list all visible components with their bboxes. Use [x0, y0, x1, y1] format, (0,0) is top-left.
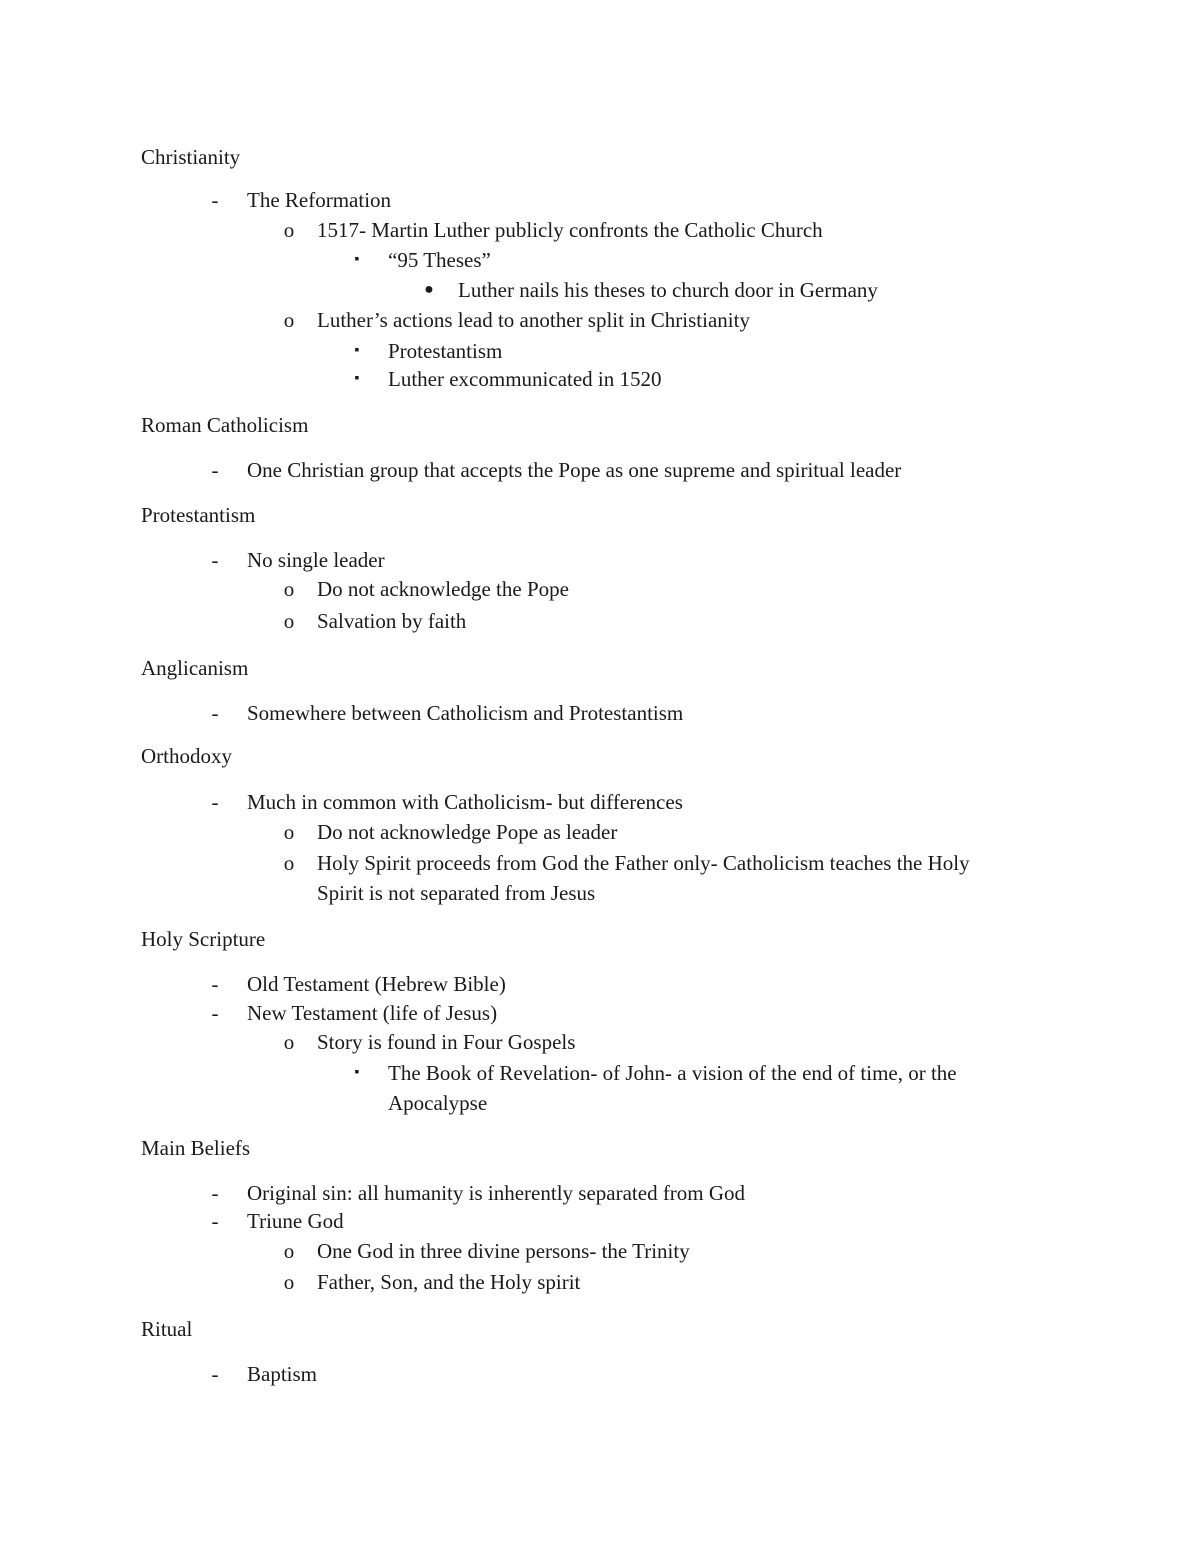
dash-marker: -: [211, 548, 219, 572]
circle-marker: o: [283, 851, 295, 875]
list-item: Old Testament (Hebrew Bible): [247, 972, 506, 996]
dash-marker: -: [211, 1362, 219, 1386]
section-heading-main-beliefs: Main Beliefs: [141, 1136, 251, 1160]
list-item: Luther excommunicated in 1520: [388, 367, 662, 391]
list-item: The Reformation: [247, 188, 392, 212]
list-item: Salvation by faith: [317, 609, 467, 633]
circle-marker: o: [283, 308, 295, 332]
square-marker: ▪: [354, 371, 360, 386]
section-heading-holy-scripture: Holy Scripture: [141, 927, 266, 951]
list-item: Original sin: all humanity is inherently separated from God: [247, 1181, 746, 1205]
square-marker: ▪: [354, 252, 360, 267]
bullet-marker: ●: [424, 281, 434, 298]
section-heading-protestantism: Protestantism: [141, 503, 256, 527]
circle-marker: o: [283, 1270, 295, 1294]
circle-marker: o: [283, 577, 295, 601]
list-item: Triune God: [247, 1209, 344, 1233]
dash-marker: -: [211, 972, 219, 996]
list-item: Much in common with Catholicism- but differences: [247, 790, 683, 814]
list-item: Protestantism: [388, 339, 503, 363]
dash-marker: -: [211, 458, 219, 482]
dash-marker: -: [211, 701, 219, 725]
dash-marker: -: [211, 1209, 219, 1233]
list-item: Holy Spirit proceeds from God the Father only- Catholicism teaches the Holy: [317, 851, 970, 875]
section-heading-anglicanism: Anglicanism: [141, 656, 249, 680]
list-item: Baptism: [247, 1362, 318, 1386]
circle-marker: o: [283, 820, 295, 844]
section-heading-orthodoxy: Orthodoxy: [141, 744, 232, 768]
list-item: Story is found in Four Gospels: [317, 1030, 576, 1054]
circle-marker: o: [283, 1030, 295, 1054]
list-item: Somewhere between Catholicism and Protestantism: [247, 701, 684, 725]
list-item: “95 Theses”: [388, 248, 491, 272]
list-item: Do not acknowledge Pope as leader: [317, 820, 618, 844]
list-item-continuation: Apocalypse: [388, 1091, 488, 1115]
section-heading-ritual: Ritual: [141, 1317, 193, 1341]
list-item: One Christian group that accepts the Pope as one supreme and spiritual leader: [247, 458, 902, 482]
square-marker: ▪: [354, 1065, 360, 1080]
dash-marker: -: [211, 1001, 219, 1025]
circle-marker: o: [283, 609, 295, 633]
circle-marker: o: [283, 218, 295, 242]
list-item: Luther’s actions lead to another split in Christianity: [317, 308, 750, 332]
list-item: Luther nails his theses to church door in Germany: [458, 278, 878, 302]
list-item: The Book of Revelation- of John- a vision of the end of time, or the: [388, 1061, 957, 1085]
list-item: 1517- Martin Luther publicly confronts the Catholic Church: [317, 218, 823, 242]
dash-marker: -: [211, 790, 219, 814]
section-heading-christianity: Christianity: [141, 145, 241, 169]
dash-marker: -: [211, 1181, 219, 1205]
list-item: One God in three divine persons- the Trinity: [317, 1239, 690, 1263]
list-item-continuation: Spirit is not separated from Jesus: [317, 881, 596, 905]
list-item: No single leader: [247, 548, 385, 572]
section-heading-roman-catholicism: Roman Catholicism: [141, 413, 309, 437]
square-marker: ▪: [354, 343, 360, 358]
dash-marker: -: [211, 188, 219, 212]
circle-marker: o: [283, 1239, 295, 1263]
list-item: Father, Son, and the Holy spirit: [317, 1270, 581, 1294]
list-item: New Testament (life of Jesus): [247, 1001, 498, 1025]
list-item: Do not acknowledge the Pope: [317, 577, 569, 601]
